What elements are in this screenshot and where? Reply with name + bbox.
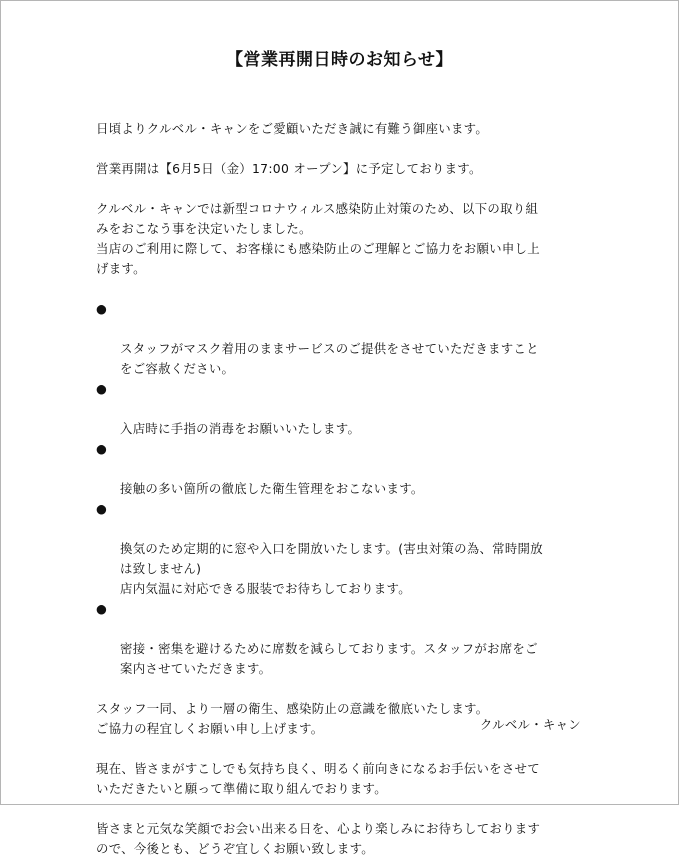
measure-text: 換気のため定期的に窓や入口を開放いたします。(害虫対策の為、常時開放 は致しません) 店内気温に対応できる服装でお待ちしております。 — [120, 541, 543, 596]
list-item — [96, 439, 588, 499]
list-item — [96, 379, 588, 439]
greeting-paragraph: 日頃よりクルベル・キャンをご愛顧いただき誠に有難う御座います。 — [96, 121, 489, 136]
reopen-paragraph: 営業再開は【6月5日（金）17:00 オープン】に予定しております。 — [96, 161, 482, 176]
closing-paragraph: 皆さまと元気な笑顔でお会い出来る日を、心より楽しみにお待ちしております ので、今後とも、どうぞ宜しくお願い致します。 — [96, 821, 541, 856]
bullet-icon: ● — [96, 381, 108, 396]
intro-paragraph: クルベル・キャンでは新型コロナウィルス感染防止対策のため、以下の取り組 みをおこなう事を決定いたしました。 当店のご利用に際して、お客様にも感染防止のご理解とご協力をお願い申し上 げます。 — [96, 201, 540, 276]
bullet-icon: ● — [96, 501, 108, 516]
measures-list — [96, 299, 588, 679]
hope-paragraph: 現在、皆さまがすこしでも気持ち良く、明るく前向きになるお手伝いをさせて いただきたいと願って準備に取り組んでおります。 — [96, 761, 540, 796]
list-item — [96, 499, 588, 599]
measure-text: スタッフがマスク着用のままサービスのご提供をさせていただきますこと をご容赦ください。 — [120, 341, 539, 376]
notice-body — [96, 119, 588, 859]
bullet-icon: ● — [96, 301, 108, 316]
signature: クルベル・キャン — [479, 717, 581, 732]
staff-statement-paragraph: スタッフ一同、より一層の衛生、感染防止の意識を徹底いたします。 ご協力の程宜しくお願い申し上げます。 — [96, 701, 489, 736]
measure-text: 接触の多い箇所の徹底した衛生管理をおこないます。 — [120, 481, 424, 496]
notice-title: 【営業再開日時のお知らせ】 — [226, 50, 453, 70]
list-item — [96, 599, 588, 679]
bullet-icon: ● — [96, 441, 108, 456]
list-item — [96, 299, 588, 379]
measure-text: 入店時に手指の消毒をお願いいたします。 — [120, 421, 361, 436]
bullet-icon: ● — [96, 601, 108, 616]
measure-text: 密接・密集を避けるために席数を減らしております。スタッフがお席をご 案内させていただきます。 — [120, 641, 538, 676]
